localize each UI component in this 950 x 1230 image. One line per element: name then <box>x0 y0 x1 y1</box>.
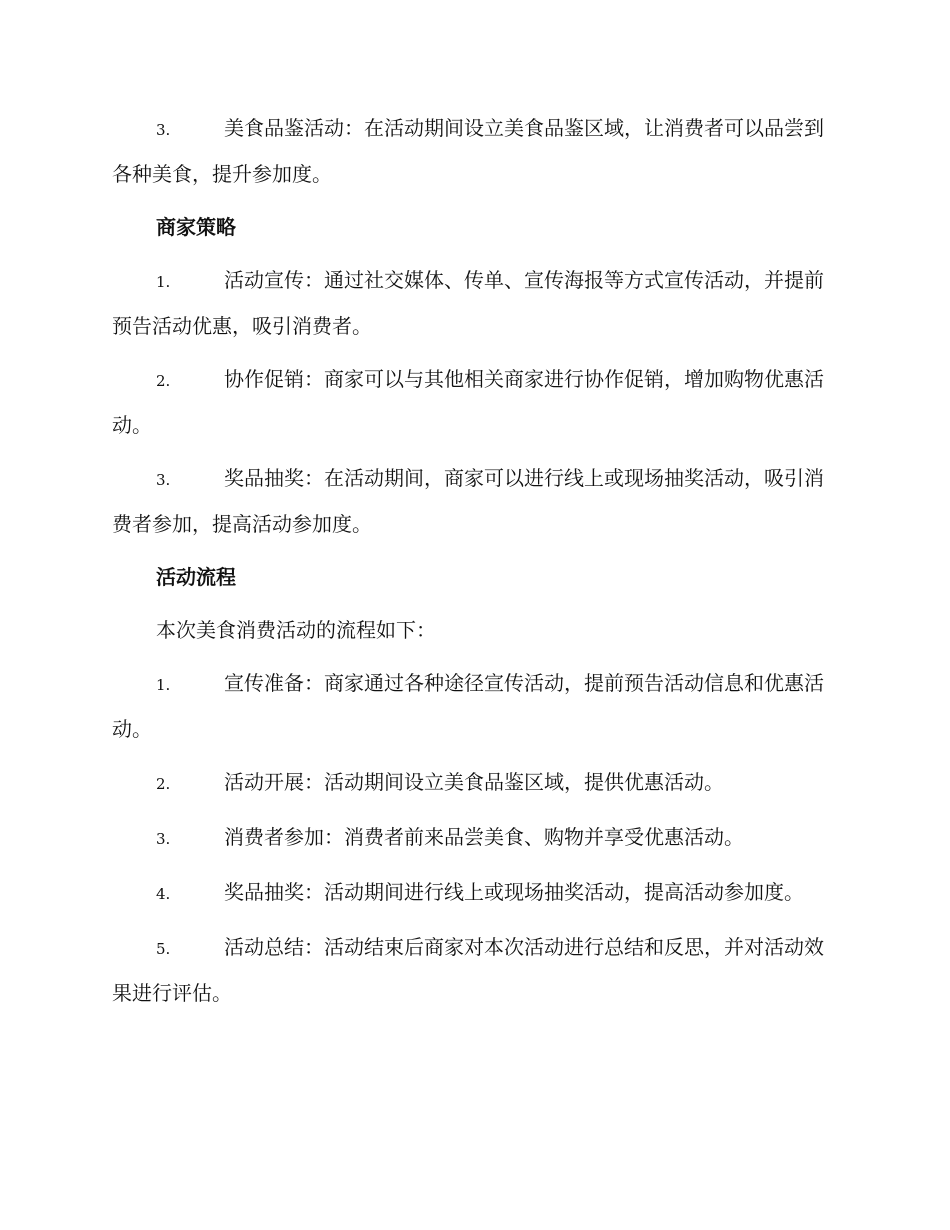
list-item <box>112 925 837 1015</box>
list-number: 3. <box>156 830 171 848</box>
section-heading-merchant-strategy: 商家策略 <box>156 215 236 239</box>
list-item-text: 活动开展：活动期间设立美食品鉴区域，提供优惠活动。 <box>224 770 724 794</box>
intro-paragraph: 本次美食消费活动的流程如下： <box>156 618 436 642</box>
list-number: 2. <box>156 775 171 793</box>
list-item-text: 消费者参加：消费者前来品尝美食、购物并享受优惠活动。 <box>224 825 744 849</box>
list-number: 4. <box>156 885 171 903</box>
list-item-text: 美食品鉴活动：在活动期间设立美食品鉴区域，让消费者可以品尝到各种美食，提升参加度。 <box>112 116 824 186</box>
list-item <box>112 258 837 348</box>
list-number: 2. <box>156 372 171 390</box>
list-item <box>112 815 837 861</box>
list-number: 1. <box>156 676 171 694</box>
list-item-text: 奖品抽奖：活动期间进行线上或现场抽奖活动，提高活动参加度。 <box>224 880 804 904</box>
section-heading-activity-process: 活动流程 <box>156 565 236 589</box>
list-item-text: 宣传准备：商家通过各种途径宣传活动，提前预告活动信息和优惠活动。 <box>112 671 824 741</box>
list-number: 3. <box>156 471 171 489</box>
list-item-text: 协作促销：商家可以与其他相关商家进行协作促销，增加购物优惠活动。 <box>112 367 824 437</box>
list-item <box>112 760 837 806</box>
list-number: 5. <box>156 940 171 958</box>
list-item-text: 活动总结：活动结束后商家对本次活动进行总结和反思，并对活动效果进行评估。 <box>112 935 824 1005</box>
list-item <box>112 661 837 751</box>
document-body <box>112 106 837 1024</box>
list-item <box>112 870 837 916</box>
list-item-text: 奖品抽奖：在活动期间，商家可以进行线上或现场抽奖活动，吸引消费者参加，提高活动参加度。 <box>112 466 824 536</box>
list-item <box>112 357 837 447</box>
list-number: 3. <box>156 121 171 139</box>
list-item-text: 活动宣传：通过社交媒体、传单、宣传海报等方式宣传活动，并提前预告活动优惠，吸引消费者。 <box>112 268 824 338</box>
list-number: 1. <box>156 273 171 291</box>
list-item <box>112 106 837 196</box>
list-item <box>112 456 837 546</box>
